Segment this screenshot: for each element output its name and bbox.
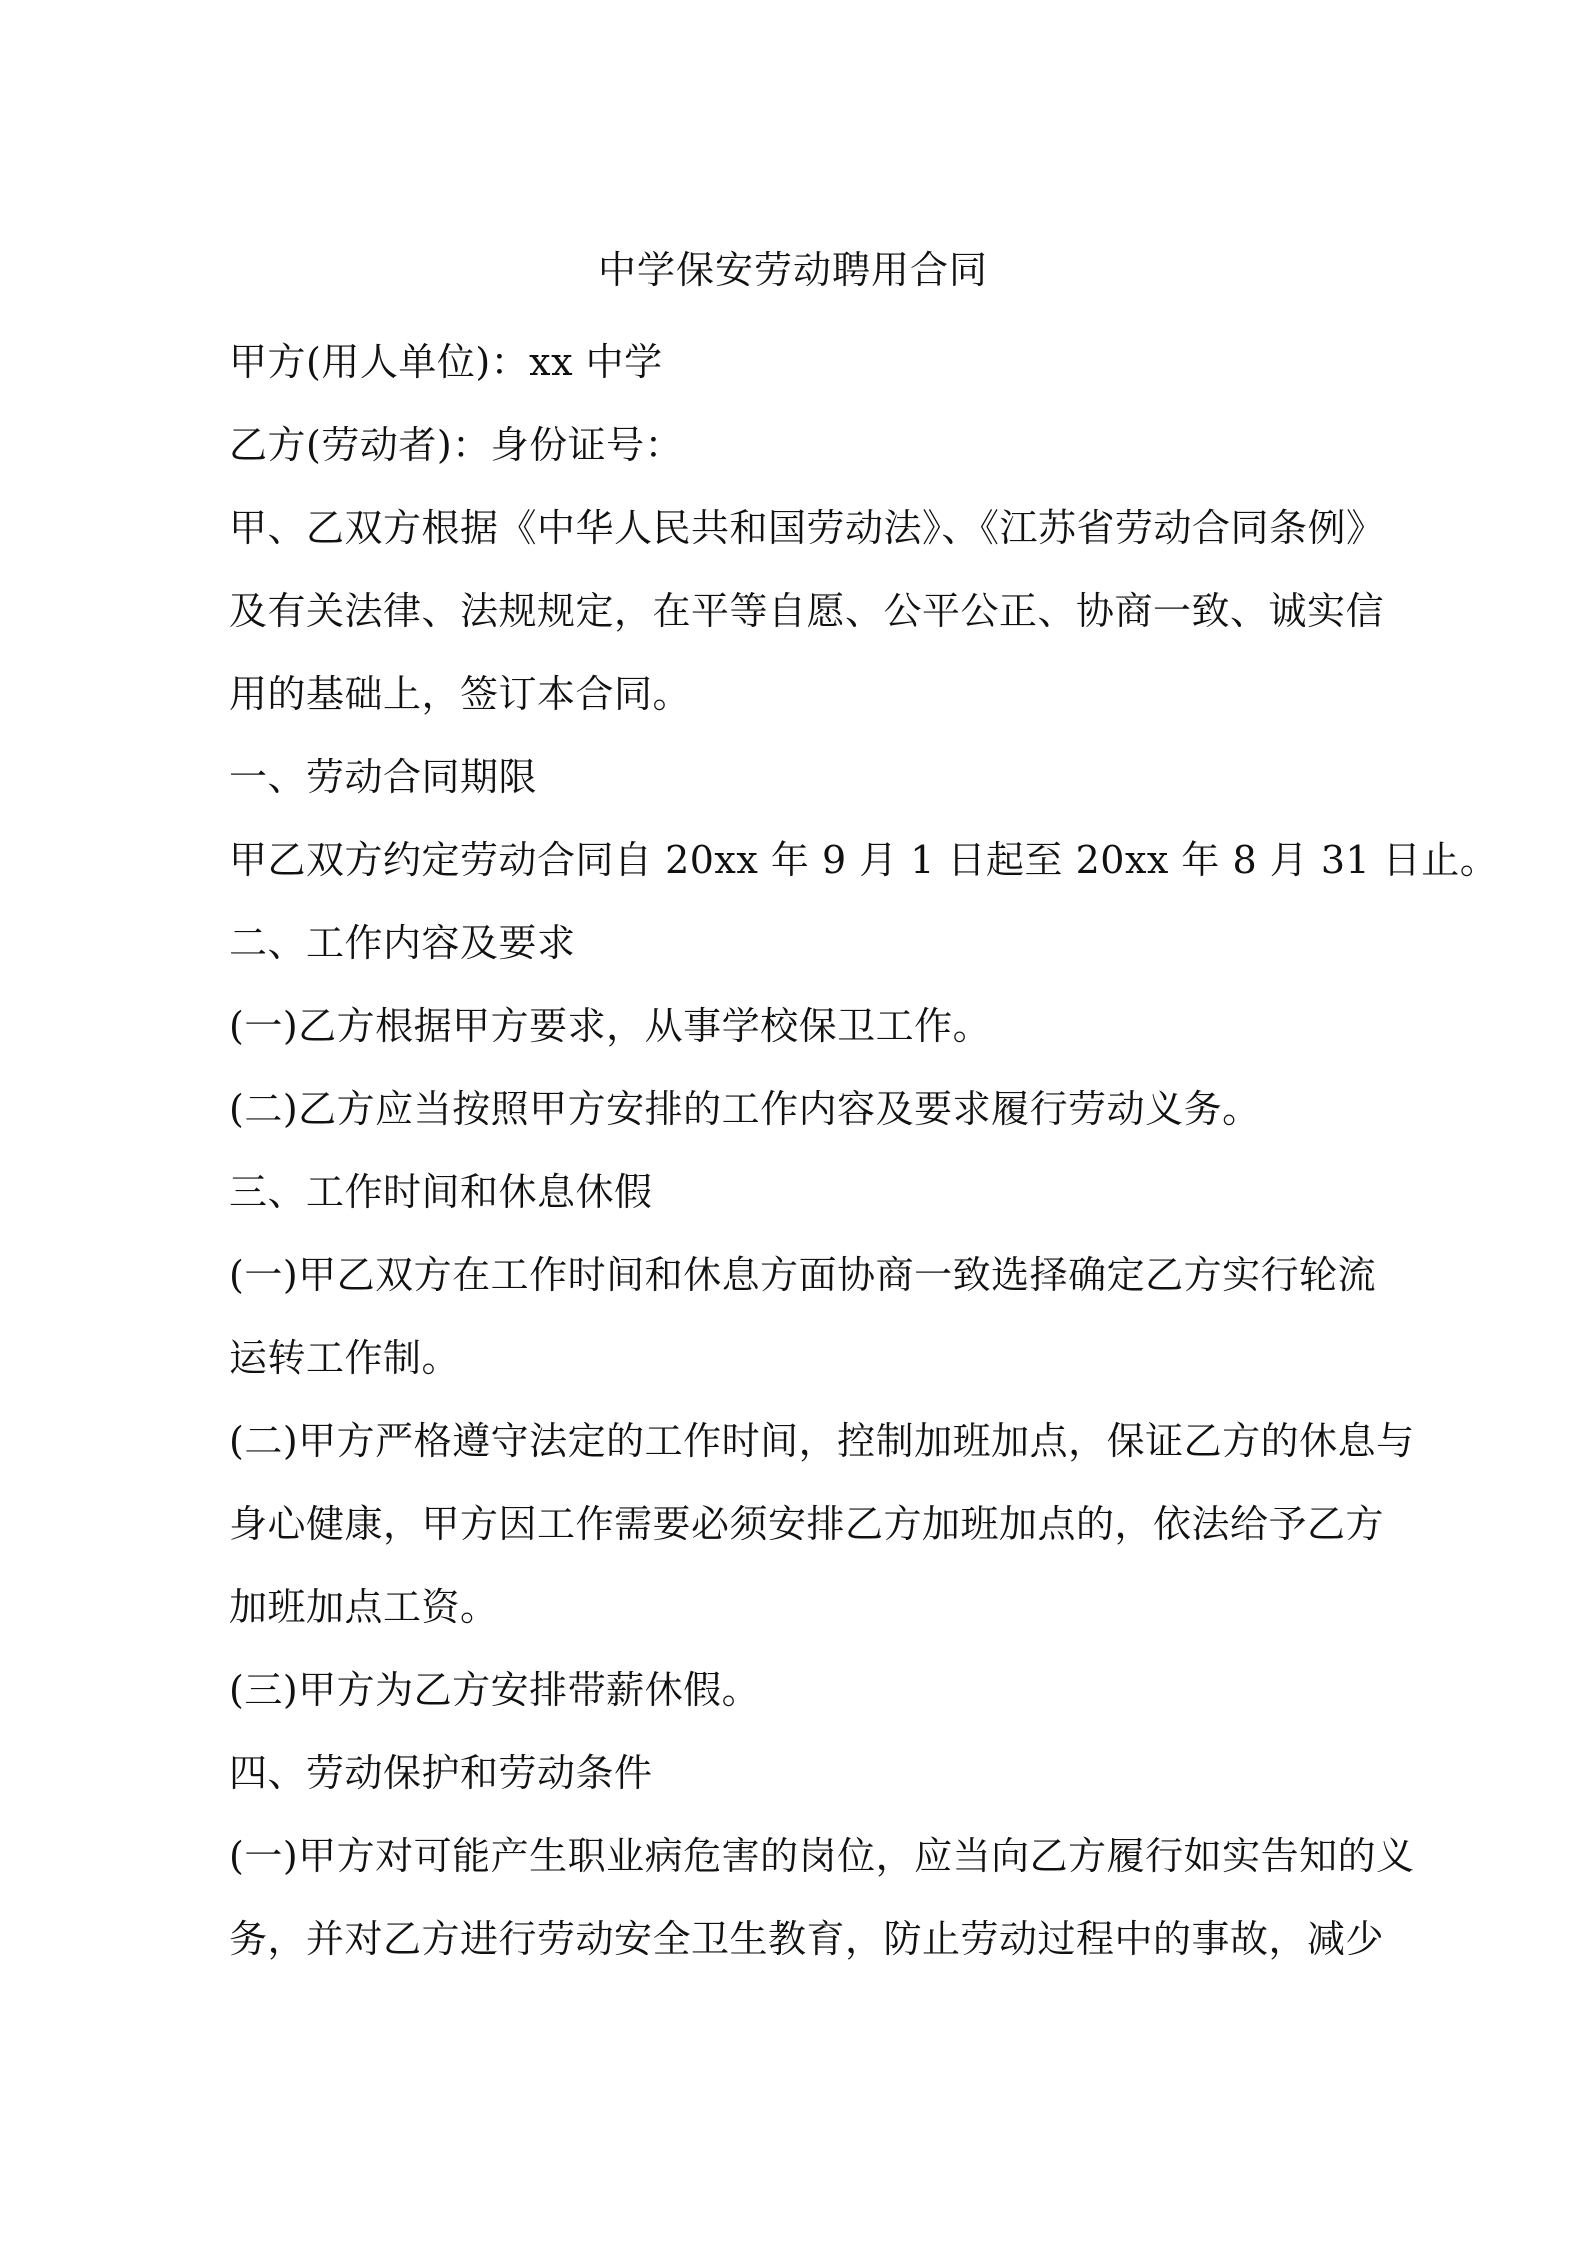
section-heading: 三、工作时间和休息休假 [229,1170,653,1214]
clause-line: (一)乙方根据甲方要求，从事学校保卫工作。 [229,1004,992,1048]
clause-line: (二)甲方严格遵守法定的工作时间，控制加班加点，保证乙方的休息与 [229,1419,1415,1463]
document-body [229,321,1499,1981]
section-heading: 二、工作内容及要求 [229,921,576,965]
document-title: 中学保安劳动聘用合同 [597,248,988,292]
paragraph-line: 用的基础上，签订本合同。 [229,672,692,716]
clause-line: 身心健康，甲方因工作需要必须安排乙方加班加点的，依法给予乙方 [229,1502,1385,1546]
clause-line: 加班加点工资。 [229,1585,499,1629]
section-heading: 四、劳动保护和劳动条件 [229,1751,653,1795]
clause-line: (二)乙方应当按照甲方安排的工作内容及要求履行劳动义务。 [229,1087,1261,1131]
clause-line: (三)甲方为乙方安排带薪休假。 [229,1668,761,1712]
clause-line: (一)甲乙双方在工作时间和休息方面协商一致选择确定乙方实行轮流 [229,1253,1377,1297]
paragraph-line: 甲乙双方约定劳动合同自 20xx 年 9 月 1 日起至 20xx 年 8 月 31 日止。 [229,838,1499,882]
party-b-line: 乙方(劳动者)：身份证号： [229,423,684,467]
clause-line: 务，并对乙方进行劳动安全卫生教育，防止劳动过程中的事故，减少 [229,1917,1385,1961]
clause-line: (一)甲方对可能产生职业病危害的岗位，应当向乙方履行如实告知的义 [229,1834,1415,1878]
paragraph-line: 及有关法律、法规规定，在平等自愿、公平公正、协商一致、诚实信 [229,589,1385,633]
clause-line: 运转工作制。 [229,1336,461,1380]
paragraph-line: 甲、乙双方根据《中华人民共和国劳动法》、《江苏省劳动合同条例》 [229,506,1385,550]
party-a-line: 甲方(用人单位)：xx 中学 [229,340,663,384]
section-heading: 一、劳动合同期限 [229,755,538,799]
